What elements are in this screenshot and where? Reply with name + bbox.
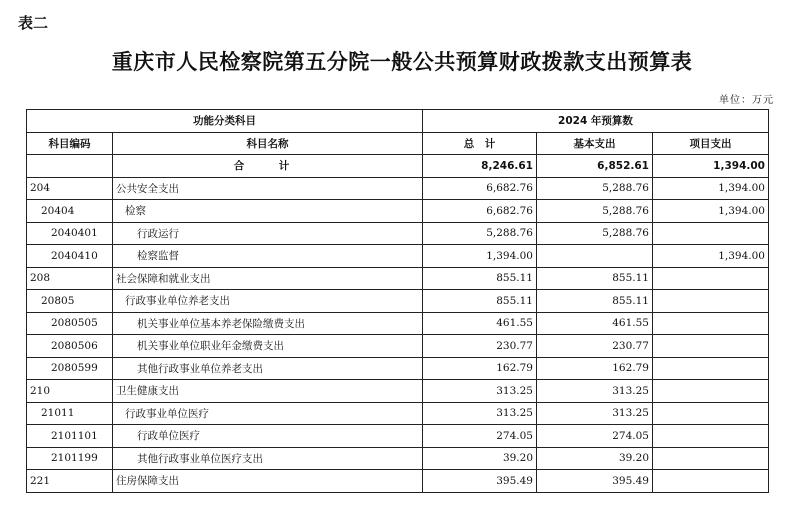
row-project xyxy=(653,380,769,403)
row-project xyxy=(653,335,769,358)
row-name: 行政单位医疗 xyxy=(113,425,423,448)
budget-table xyxy=(26,109,769,493)
row-total: 855.11 xyxy=(423,290,537,313)
row-code: 2080505 xyxy=(27,312,113,335)
row-name: 行政运行 xyxy=(113,222,423,245)
row-total: 5,288.76 xyxy=(423,222,537,245)
row-name: 行政事业单位养老支出 xyxy=(113,290,423,313)
row-total: 6,682.76 xyxy=(423,200,537,223)
row-code: 204 xyxy=(27,177,113,200)
row-total: 6,682.76 xyxy=(423,177,537,200)
row-name: 检察 xyxy=(113,200,423,223)
row-basic: 461.55 xyxy=(537,312,653,335)
row-name: 机关事业单位职业年金缴费支出 xyxy=(113,335,423,358)
row-basic: 162.79 xyxy=(537,357,653,380)
row-total: 461.55 xyxy=(423,312,537,335)
table-row xyxy=(27,380,769,403)
row-basic: 274.05 xyxy=(537,425,653,448)
row-total: 395.49 xyxy=(423,470,537,493)
row-project xyxy=(653,470,769,493)
row-project xyxy=(653,357,769,380)
row-name: 社会保障和就业支出 xyxy=(113,267,423,290)
table-row xyxy=(27,335,769,358)
table-row xyxy=(27,245,769,268)
row-code: 2101199 xyxy=(27,447,113,470)
row-total: 855.11 xyxy=(423,267,537,290)
row-code: 210 xyxy=(27,380,113,403)
row-project: 1,394.00 xyxy=(653,245,769,268)
row-total: 39.20 xyxy=(423,447,537,470)
row-project xyxy=(653,222,769,245)
row-code: 21011 xyxy=(27,402,113,425)
row-code: 2101101 xyxy=(27,425,113,448)
row-code: 2040410 xyxy=(27,245,113,268)
table-label: 表二 xyxy=(18,14,49,32)
total-project: 1,394.00 xyxy=(653,155,769,178)
total-label: 合 计 xyxy=(113,155,423,178)
total-code-cell xyxy=(27,155,113,178)
row-basic: 5,288.76 xyxy=(537,177,653,200)
table-row xyxy=(27,267,769,290)
row-name: 住房保障支出 xyxy=(113,470,423,493)
row-project xyxy=(653,425,769,448)
header-row-group xyxy=(27,110,769,133)
row-basic: 39.20 xyxy=(537,447,653,470)
row-name: 公共安全支出 xyxy=(113,177,423,200)
row-name: 卫生健康支出 xyxy=(113,380,423,403)
table-row xyxy=(27,447,769,470)
table-row xyxy=(27,357,769,380)
row-total: 1,394.00 xyxy=(423,245,537,268)
row-code: 2040401 xyxy=(27,222,113,245)
row-project xyxy=(653,312,769,335)
row-project xyxy=(653,402,769,425)
header-func-group: 功能分类科目 xyxy=(27,110,423,133)
table-row xyxy=(27,425,769,448)
table-row xyxy=(27,312,769,335)
row-name: 其他行政事业单位养老支出 xyxy=(113,357,423,380)
header-project: 项目支出 xyxy=(653,132,769,155)
total-basic: 6,852.61 xyxy=(537,155,653,178)
row-project xyxy=(653,447,769,470)
row-code: 208 xyxy=(27,267,113,290)
table-row xyxy=(27,200,769,223)
header-basic: 基本支出 xyxy=(537,132,653,155)
row-name: 其他行政事业单位医疗支出 xyxy=(113,447,423,470)
row-total: 230.77 xyxy=(423,335,537,358)
row-basic: 855.11 xyxy=(537,267,653,290)
header-budget-group: 2024 年预算数 xyxy=(423,110,769,133)
table-row xyxy=(27,177,769,200)
row-total: 274.05 xyxy=(423,425,537,448)
row-basic: 313.25 xyxy=(537,380,653,403)
row-basic: 395.49 xyxy=(537,470,653,493)
row-project: 1,394.00 xyxy=(653,200,769,223)
row-name: 机关事业单位基本养老保险缴费支出 xyxy=(113,312,423,335)
row-code: 2080506 xyxy=(27,335,113,358)
table-row xyxy=(27,402,769,425)
row-basic xyxy=(537,245,653,268)
row-basic: 313.25 xyxy=(537,402,653,425)
row-name: 检察监督 xyxy=(113,245,423,268)
row-total: 313.25 xyxy=(423,402,537,425)
row-basic: 855.11 xyxy=(537,290,653,313)
row-total: 162.79 xyxy=(423,357,537,380)
row-total: 313.25 xyxy=(423,380,537,403)
header-total: 总 计 xyxy=(423,132,537,155)
header-row-columns xyxy=(27,132,769,155)
row-project xyxy=(653,267,769,290)
header-code: 科目编码 xyxy=(27,132,113,155)
table-row xyxy=(27,222,769,245)
page-title: 重庆市人民检察院第五分院一般公共预算财政拨款支出预算表 xyxy=(111,50,693,74)
unit-note: 单位：万元 xyxy=(719,95,774,106)
row-basic: 5,288.76 xyxy=(537,200,653,223)
row-code: 20805 xyxy=(27,290,113,313)
table-row xyxy=(27,290,769,313)
total-row xyxy=(27,155,769,178)
row-code: 20404 xyxy=(27,200,113,223)
row-project: 1,394.00 xyxy=(653,177,769,200)
row-code: 221 xyxy=(27,470,113,493)
row-basic: 230.77 xyxy=(537,335,653,358)
row-basic: 5,288.76 xyxy=(537,222,653,245)
row-code: 2080599 xyxy=(27,357,113,380)
row-project xyxy=(653,290,769,313)
row-name: 行政事业单位医疗 xyxy=(113,402,423,425)
header-name: 科目名称 xyxy=(113,132,423,155)
total-total: 8,246.61 xyxy=(423,155,537,178)
table-row xyxy=(27,470,769,493)
